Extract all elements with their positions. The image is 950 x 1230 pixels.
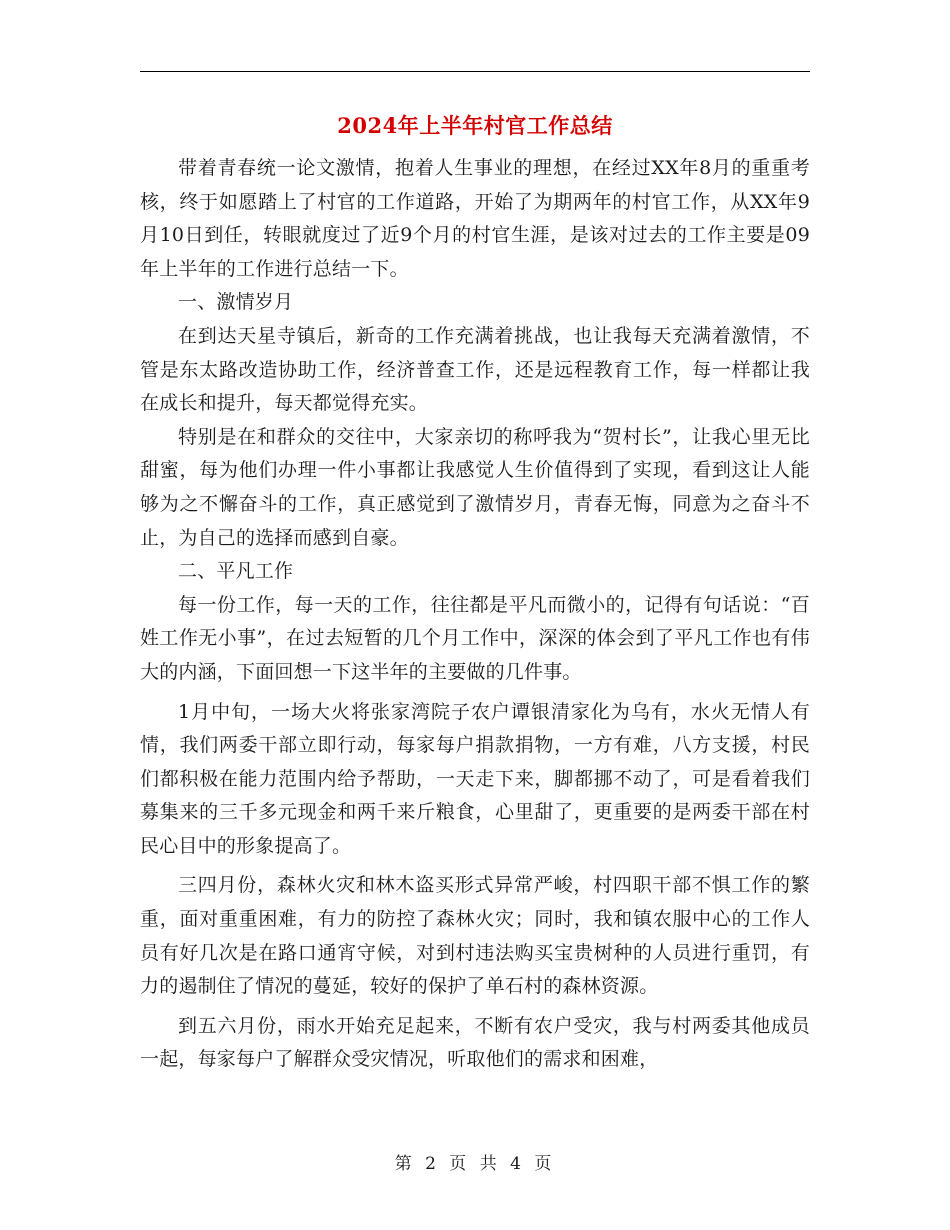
header-rule	[140, 71, 810, 72]
section-heading-ordinary-work: 二、平凡工作	[178, 560, 294, 583]
section-heading-passion: 一、激情岁月	[178, 291, 294, 314]
paragraph-passion-2: 特别是在和群众的交往中，大家亲切的称呼我为“贺村长”，让我心里无比甜蜜，每为他们办理一件小事都让我感觉人生价值得到了实现，看到这让人能够为之不懈奋斗的工作，真正感觉到了激情岁月，青春无悔，同意为之奋斗不止，为自己的选择而感到自豪。	[140, 425, 810, 549]
paragraph-january: 1月中旬，一场大火将张家湾院子农户谭银清家化为乌有，水火无情人有情，我们两委干部立即行动，每家每户捐款捐物，一方有难，八方支援，村民们都积极在能力范围内给予帮助，一天走下来，脚都挪不动了，可是看着我们募集来的三千多元现金和两千来斤粮食，心里甜了，更重要的是两委干部在村民心目中的形象提高了。	[140, 700, 810, 857]
document-title: 2024年上半年村官工作总结	[337, 113, 613, 138]
paragraph-passion-1: 在到达天星寺镇后，新奇的工作充满着挑战，也让我每天充满着激情，不管是东太路改造协助工作，经济普查工作，还是远程教育工作，每一样都让我在成长和提升，每天都觉得充实。	[140, 324, 810, 415]
page-footer: 第 2 页 共 4 页	[394, 1154, 556, 1174]
paragraph-intro: 带着青春统一论文激情，抱着人生事业的理想，在经过XX年8月的重重考核，终于如愿踏上了村官的工作道路，开始了为期两年的村官工作，从XX年9月10日到任，转眼就度过了近9个月的村官生涯，是该对过去的工作主要是09年上半年的工作进行总结一下。	[140, 157, 810, 280]
paragraph-ordinary-work: 每一份工作，每一天的工作，往往都是平凡而微小的，记得有句话说：“百姓工作无小事”，在过去短暂的几个月工作中，深深的体会到了平凡工作也有伟大的内涵，下面回想一下这半年的主要做的几件事。	[140, 593, 810, 683]
document-body	[140, 152, 810, 1077]
paragraph-may-june: 到五六月份，雨水开始充足起来，不断有农户受灾，我与村两委其他成员一起，每家每户了解群众受灾情况，听取他们的需求和困难，	[140, 1014, 810, 1071]
paragraph-march-april: 三四月份，森林火灾和林木盗买形式异常严峻，村四职干部不惧工作的繁重，面对重重困难，有力的防控了森林火灾；同时，我和镇农服中心的工作人员有好几次是在路口通宵守候，对到村违法购买宝贵树种的人员进行重罚，有力的遏制住了情况的蔓延，较好的保护了单石村的森林资源。	[140, 874, 810, 998]
